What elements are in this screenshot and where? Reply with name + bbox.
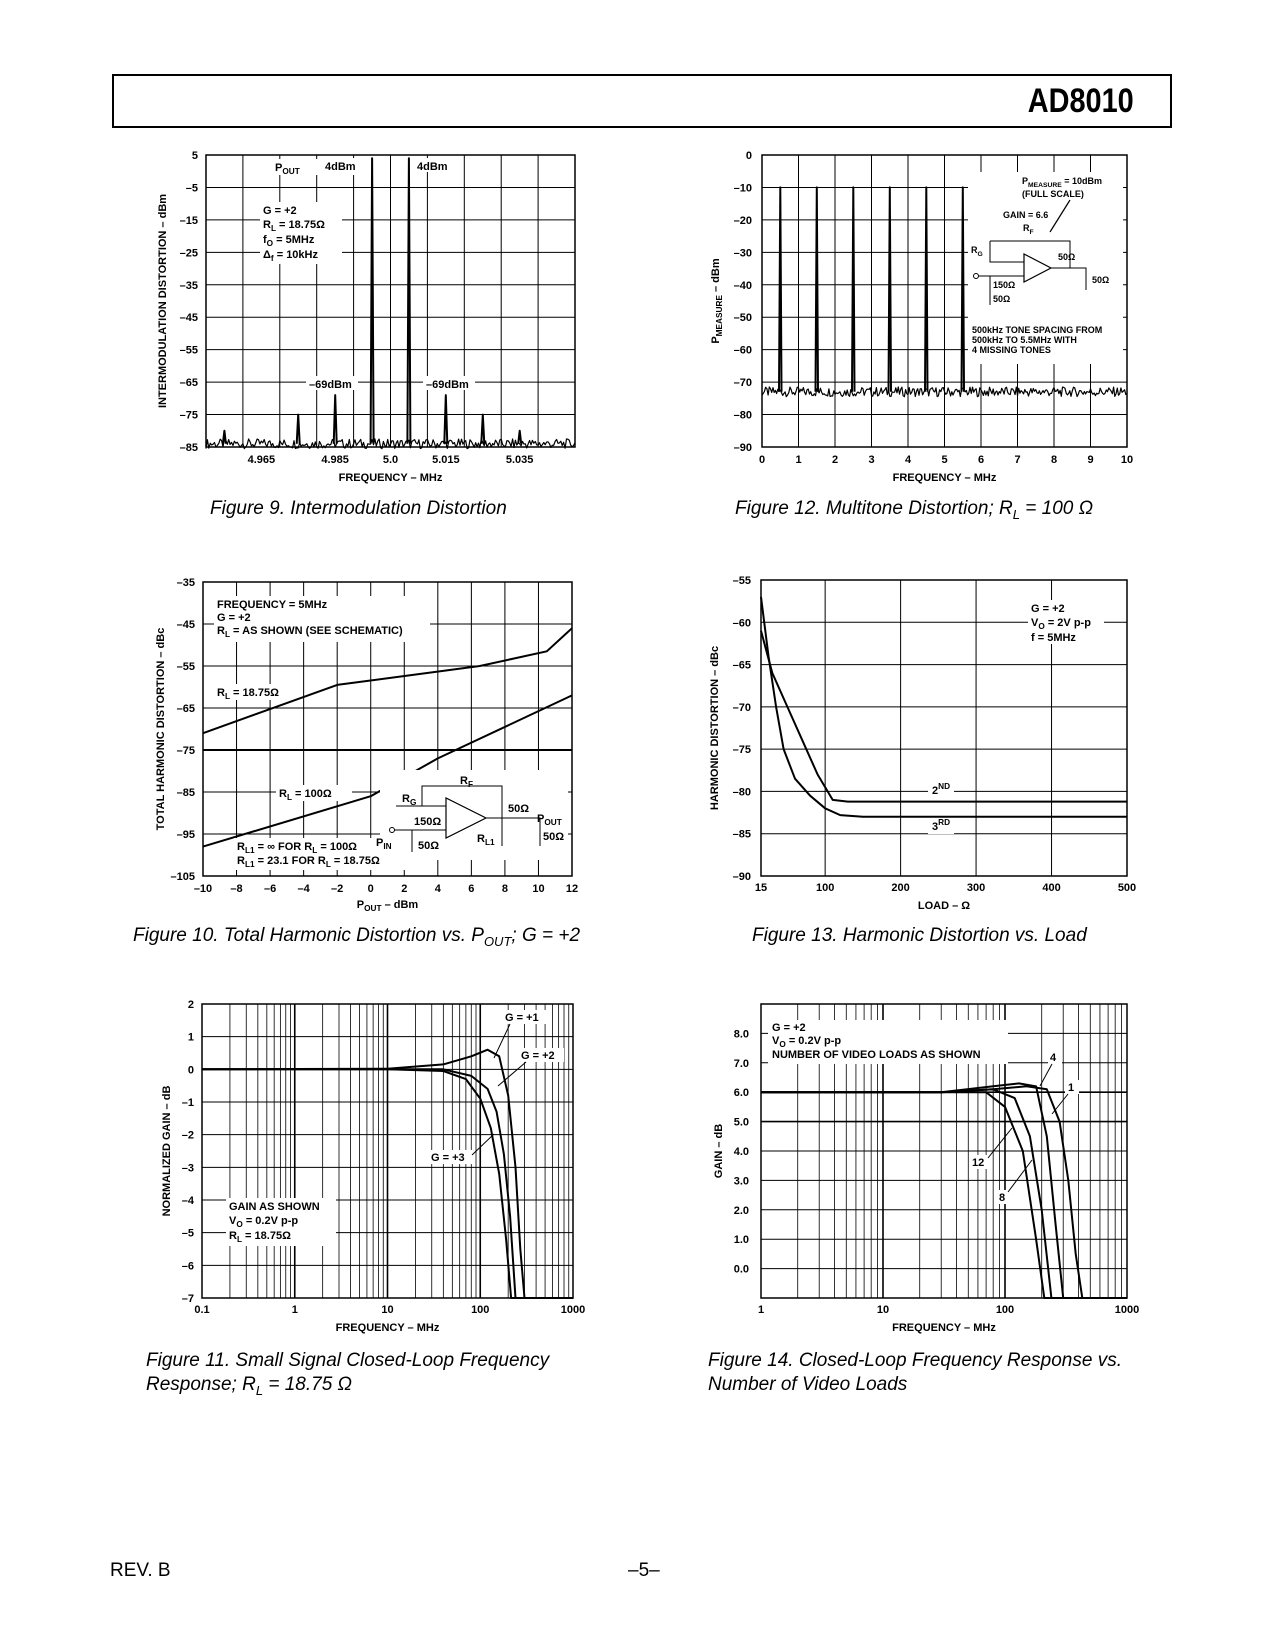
annotation-rl1-23-part: L1: [244, 860, 255, 869]
series-label-4: 4: [1050, 1052, 1057, 1064]
y-tick-label: –45: [179, 312, 198, 325]
x-tick-label: –8: [230, 883, 243, 895]
annotation-vo-part: V: [229, 1215, 237, 1227]
annotation-vo-part: V: [1031, 617, 1039, 629]
y-tick-label: 2.0: [733, 1204, 749, 1217]
y-tick-label: –5: [181, 1227, 194, 1240]
x-tick-label: 100: [815, 882, 835, 894]
schematic-rf-label-part: R: [1023, 223, 1030, 233]
x-tick-label: 5.035: [505, 454, 534, 466]
y-tick-label: –70: [732, 701, 751, 714]
x-tick-label: 1000: [560, 1304, 586, 1316]
annotation-rl1-23-part: L: [325, 860, 331, 869]
schematic-50ohm-load: 50Ω: [543, 831, 565, 843]
x-tick-label: –10: [193, 883, 213, 895]
figure-11-caption-line1: Figure 11. Small Signal Closed-Loop Frequency: [146, 1350, 550, 1371]
annotation-gain-as-shown: GAIN AS SHOWN: [229, 1201, 320, 1213]
annotation-rl-100-part: = 100Ω: [292, 788, 332, 800]
annotation-vo-part: = 0.2V p-p: [785, 1035, 842, 1047]
annotation-gain: G = +2: [1031, 603, 1065, 615]
annotation-video-loads: NUMBER OF VIDEO LOADS AS SHOWN: [772, 1049, 981, 1061]
figure-12-caption-text: Figure 12. Multitone Distortion; R: [735, 498, 1013, 519]
annotation-vo-part: = 0.2V p-p: [242, 1215, 299, 1227]
annotation-69dbm-right: –69dBm: [426, 379, 469, 391]
y-tick-label: –90: [732, 871, 751, 883]
y-axis-label-part: MEASURE: [715, 295, 724, 337]
y-tick-label: 8.0: [733, 1028, 749, 1041]
schematic-pin-label-part: IN: [383, 842, 392, 851]
y-tick-label: –40: [733, 279, 752, 292]
y-tick-label: –85: [732, 828, 751, 841]
annotation-rl1-23-part: R: [237, 855, 245, 867]
series-line-4: [761, 1083, 1127, 1298]
series-line-8: [761, 1089, 1127, 1298]
y-tick-label: –25: [179, 247, 198, 260]
annotation-rl-18-part: L: [224, 692, 230, 701]
annotation-fo-part: f: [263, 234, 267, 246]
y-axis-label: TOTAL HARMONIC DISTORTION – dBc: [155, 627, 167, 831]
annotation-69dbm-left: –69dBm: [309, 379, 352, 391]
annotation-rl-part: L: [270, 224, 276, 233]
x-tick-label: 400: [1042, 882, 1061, 894]
schematic-pout-label-part: OUT: [544, 818, 562, 827]
x-tick-label: 10: [381, 1304, 394, 1316]
y-tick-label: –75: [732, 744, 751, 757]
y-tick-label: 0.0: [733, 1263, 749, 1276]
annotation-pmeasure-part: P: [1022, 176, 1029, 186]
annotation-frequency: FREQUENCY = 5MHz: [217, 599, 328, 611]
annotation-pout-part: OUT: [282, 167, 300, 176]
annotation-rl1-inf-part: R: [237, 841, 245, 853]
figure-11-caption-sub: L: [255, 1382, 264, 1398]
annotation-rl1-inf-part: = 100Ω: [317, 841, 358, 853]
x-axis-label-part: P: [356, 899, 365, 911]
y-tick-label: –90: [733, 442, 752, 454]
y-tick-label: 0: [187, 1064, 194, 1077]
annotation-rl-100-part: L: [286, 793, 292, 802]
schematic-50ohm-load: 50Ω: [1092, 275, 1110, 285]
x-tick-label: 12: [565, 883, 579, 895]
x-tick-label: 4: [904, 454, 912, 466]
annotation-4dbm-right: 4dBm: [417, 161, 448, 173]
schematic-rg-label-part: R: [971, 245, 978, 255]
series-label-2nd-part: 2: [932, 785, 939, 797]
x-tick-label: 7: [1014, 454, 1021, 466]
schematic-150ohm: 150Ω: [414, 816, 442, 828]
annotation-vo-part: V: [772, 1035, 780, 1047]
annotation-4dbm-left: 4dBm: [325, 161, 356, 173]
figure-11-caption-tail: = 18.75 Ω: [263, 1374, 353, 1395]
y-axis-label-part: P: [710, 336, 722, 344]
y-tick-label: –45: [176, 619, 195, 631]
x-tick-label: 4.985: [321, 454, 349, 466]
y-tick-label: –3: [181, 1162, 194, 1175]
y-tick-label: –6: [181, 1260, 194, 1273]
annotation-pmeasure-part: = 10dBm: [1061, 176, 1103, 186]
schematic-150ohm: 150Ω: [993, 280, 1016, 290]
schematic-rl1-label-part: L1: [484, 838, 495, 847]
annotation-rl-as-shown-part: = AS SHOWN (SEE SCHEMATIC): [230, 625, 403, 637]
x-axis-label: FREQUENCY – MHz: [892, 1322, 996, 1334]
schematic-rf-label-part: F: [467, 780, 473, 789]
annotation-rl-part: R: [229, 1230, 237, 1242]
annotation-pmeasure-part: MEASURE: [1028, 182, 1062, 189]
figure-12-caption-sub: L: [1012, 506, 1020, 522]
y-tick-label: –85: [176, 787, 195, 799]
y-tick-label: –10: [733, 182, 752, 195]
y-tick-label: 6.0: [733, 1087, 749, 1100]
annotation-rl1-inf-part: = ∞ FOR R: [254, 841, 313, 853]
y-tick-label: 1: [187, 1031, 194, 1044]
series-label-g1: G = +1: [505, 1012, 539, 1024]
figure-11-caption: [146, 1349, 549, 1403]
y-tick-label: –30: [733, 247, 752, 260]
annotation-gain: G = +2: [263, 205, 297, 217]
schematic-rf-label-part: F: [1029, 229, 1034, 236]
y-tick-label: –35: [176, 577, 195, 589]
figure-10-caption-tail: ; G = +2: [511, 925, 581, 946]
y-tick-label: 3.0: [733, 1175, 749, 1188]
revision-label: REV. B: [110, 1560, 171, 1581]
x-tick-label: 10: [532, 883, 545, 895]
series-label-8: 8: [999, 1192, 1006, 1204]
x-tick-label: 6: [468, 883, 475, 895]
x-tick-label: 1: [795, 454, 802, 466]
annotation-rl-part: R: [263, 219, 271, 231]
y-tick-label: –80: [732, 786, 751, 799]
series-line-1: [761, 1086, 1127, 1298]
x-tick-label: –6: [263, 883, 277, 895]
x-tick-label: 1000: [1114, 1304, 1140, 1316]
x-tick-label: 300: [966, 882, 986, 894]
schematic-rg-label-part: R: [402, 793, 410, 805]
series-label-3rd-part: 3: [932, 821, 939, 833]
annotation-fo-part: O: [266, 239, 274, 248]
figure-10-caption-text: Figure 10. Total Harmonic Distortion vs. P: [133, 925, 484, 946]
schematic-rf-label-part: R: [460, 775, 468, 787]
x-tick-label: 8: [1050, 454, 1058, 466]
annotation-delta-f-part: Δ: [263, 249, 271, 261]
y-tick-label: 7.0: [733, 1057, 749, 1070]
figure-9-caption-text: Figure 9. Intermodulation Distortion: [210, 498, 507, 519]
annotation-rl-part: L: [236, 1235, 242, 1244]
x-tick-label: 0.1: [194, 1304, 210, 1316]
y-tick-label: –65: [732, 659, 751, 672]
x-tick-label: 1: [757, 1304, 765, 1316]
annotation-tone-spacing-1: 500kHz TONE SPACING FROM: [972, 325, 1103, 335]
series-label-1: 1: [1068, 1082, 1075, 1094]
series-line-12: [761, 1092, 1127, 1298]
y-tick-label: –20: [733, 214, 752, 227]
x-tick-label: 4.965: [247, 454, 276, 466]
y-tick-label: 4.0: [733, 1146, 749, 1158]
figure-11-caption-line2: Response; R: [146, 1374, 256, 1395]
annotation-rl-18-part: = 18.75Ω: [230, 687, 279, 699]
y-axis-label-part: – dBm: [710, 258, 722, 296]
schematic-50ohm-out: 50Ω: [508, 803, 530, 815]
y-tick-label: –95: [176, 829, 195, 841]
x-tick-label: 500: [1117, 882, 1137, 894]
y-tick-label: –55: [179, 344, 198, 357]
x-tick-label: –4: [297, 883, 310, 895]
annotation-rl-100-part: R: [279, 788, 287, 800]
schematic-50ohm-out: 50Ω: [1058, 252, 1076, 262]
annotation-tone-spacing-3: 4 MISSING TONES: [972, 345, 1051, 355]
y-tick-label: 5: [191, 150, 198, 162]
annotation-gain: G = +2: [217, 612, 251, 624]
annotation-fo-part: = 5MHz: [273, 234, 315, 246]
x-axis-label: FREQUENCY – MHz: [892, 472, 997, 484]
schematic-rg-label-part: G: [977, 251, 983, 258]
y-tick-label: –60: [733, 344, 752, 357]
x-tick-label: 5: [941, 454, 948, 466]
annotation-pout-part: P: [275, 162, 283, 174]
x-axis-label: FREQUENCY – MHz: [335, 1322, 440, 1334]
y-tick-label: –70: [733, 377, 752, 390]
y-axis-label: NORMALIZED GAIN – dB: [161, 1085, 173, 1217]
annotation-vo-part: O: [1038, 622, 1045, 631]
y-tick-label: 1.0: [733, 1234, 749, 1247]
series-label-g2: G = +2: [521, 1050, 555, 1062]
y-tick-label: –2: [181, 1129, 194, 1142]
annotation-delta-f-part: f: [270, 254, 274, 263]
y-tick-label: –35: [179, 279, 198, 292]
figure-14-caption-line1: Figure 14. Closed-Loop Frequency Response vs.: [708, 1350, 1123, 1371]
y-tick-label: –55: [732, 575, 751, 587]
x-tick-label: 100: [471, 1304, 490, 1316]
schematic-rl1-label-part: R: [477, 833, 485, 845]
x-tick-label: 3: [868, 454, 875, 466]
x-tick-label: 1: [291, 1304, 298, 1316]
annotation-rl1-inf-part: L: [312, 846, 318, 855]
y-tick-label: –65: [179, 377, 198, 390]
series-label-g3: G = +3: [431, 1152, 465, 1164]
annotation-vo-part: O: [779, 1040, 786, 1049]
leader-line-12: [988, 1128, 1012, 1158]
x-tick-label: 2: [831, 454, 839, 466]
annotation-rl-part: = 18.75Ω: [242, 1230, 291, 1242]
x-tick-label: 100: [995, 1304, 1015, 1316]
y-tick-label: –85: [179, 442, 198, 454]
annotation-gain: GAIN = 6.6: [1003, 210, 1049, 220]
x-tick-label: 8: [501, 883, 508, 895]
x-tick-label: 6: [977, 454, 985, 466]
leader-line-1: [1052, 1094, 1068, 1114]
x-tick-label: 10: [1120, 454, 1134, 466]
annotation-gain: G = +2: [772, 1022, 806, 1034]
y-tick-label: –15: [179, 214, 198, 227]
y-tick-label: –75: [179, 409, 198, 422]
y-tick-label: –105: [170, 871, 195, 883]
x-tick-label: 200: [891, 882, 910, 894]
y-tick-label: 5.0: [733, 1116, 749, 1129]
y-tick-label: –60: [732, 617, 751, 630]
y-tick-label: 0: [745, 150, 752, 162]
x-tick-label: 5.0: [382, 454, 399, 466]
series-label-3rd-part: RD: [938, 818, 951, 827]
annotation-tone-spacing-2: 500kHz TO 5.5MHz WITH: [972, 335, 1077, 345]
y-tick-label: –55: [176, 661, 195, 673]
schematic-rg-label-part: G: [409, 798, 417, 807]
annotation-rl-as-shown-part: L: [224, 630, 230, 639]
figure-14-caption: [708, 1349, 1122, 1397]
x-tick-label: 5.015: [432, 454, 460, 466]
schematic-50ohm-term: 50Ω: [418, 840, 440, 852]
schematic-pin-label-part: P: [376, 837, 384, 849]
series-label-12: 12: [972, 1157, 985, 1169]
y-tick-label: –50: [733, 312, 752, 325]
annotation-vo-part: O: [236, 1220, 243, 1229]
y-tick-label: –65: [176, 703, 195, 715]
figure-10-caption-sub: OUT: [483, 933, 512, 949]
y-tick-label: –4: [181, 1195, 194, 1207]
figure-14-caption-line2: Number of Video Loads: [708, 1374, 908, 1395]
y-axis-label: INTERMODULATION DISTORTION – dBm: [157, 193, 169, 409]
x-tick-label: 15: [754, 882, 768, 894]
x-axis-label: LOAD – Ω: [917, 900, 971, 912]
y-axis-label: HARMONIC DISTORTION – dBc: [709, 645, 721, 811]
x-axis-label-part: – dBm: [381, 899, 419, 911]
y-tick-label: –75: [176, 745, 195, 757]
x-tick-label: 4: [434, 883, 441, 895]
part-number: AD8010: [1027, 82, 1134, 120]
y-tick-label: –7: [181, 1293, 194, 1305]
y-tick-label: –80: [733, 409, 752, 422]
x-tick-label: 0: [367, 883, 374, 895]
x-tick-label: –2: [331, 883, 344, 895]
annotation-frequency: f = 5MHz: [1031, 632, 1076, 644]
series-label-2nd-part: ND: [938, 782, 951, 791]
x-tick-label: 10: [876, 1304, 890, 1316]
y-axis-label: GAIN – dB: [713, 1123, 725, 1179]
y-tick-label: –5: [185, 182, 198, 195]
schematic-50ohm-term: 50Ω: [993, 294, 1011, 304]
page-number: –5–: [628, 1560, 660, 1581]
annotation-rl-as-shown-part: R: [217, 625, 225, 637]
y-tick-label: 2: [187, 999, 194, 1011]
annotation-rl-18-part: R: [217, 687, 225, 699]
x-tick-label: 0: [758, 454, 766, 466]
annotation-rl1-23-part: = 23.1 FOR R: [254, 855, 326, 867]
schematic-pout-label-part: P: [537, 813, 545, 825]
annotation-rl-part: = 18.75Ω: [276, 219, 325, 231]
annotation-delta-f-part: = 10kHz: [273, 249, 318, 261]
annotation-vo-part: = 2V p-p: [1044, 617, 1091, 629]
annotation-rl1-inf-part: L1: [244, 846, 255, 855]
x-tick-label: 2: [401, 883, 408, 895]
annotation-full-scale: (FULL SCALE): [1022, 189, 1084, 199]
x-axis-label: FREQUENCY – MHz: [338, 472, 443, 484]
figure-13-caption-text: Figure 13. Harmonic Distortion vs. Load: [752, 925, 1087, 946]
x-axis-label-part: OUT: [364, 904, 382, 913]
x-tick-label: 9: [1087, 454, 1094, 466]
y-tick-label: –1: [181, 1097, 194, 1109]
annotation-rl1-23-part: = 18.75Ω: [330, 855, 380, 867]
figure-12-caption-tail: = 100 Ω: [1019, 498, 1094, 519]
